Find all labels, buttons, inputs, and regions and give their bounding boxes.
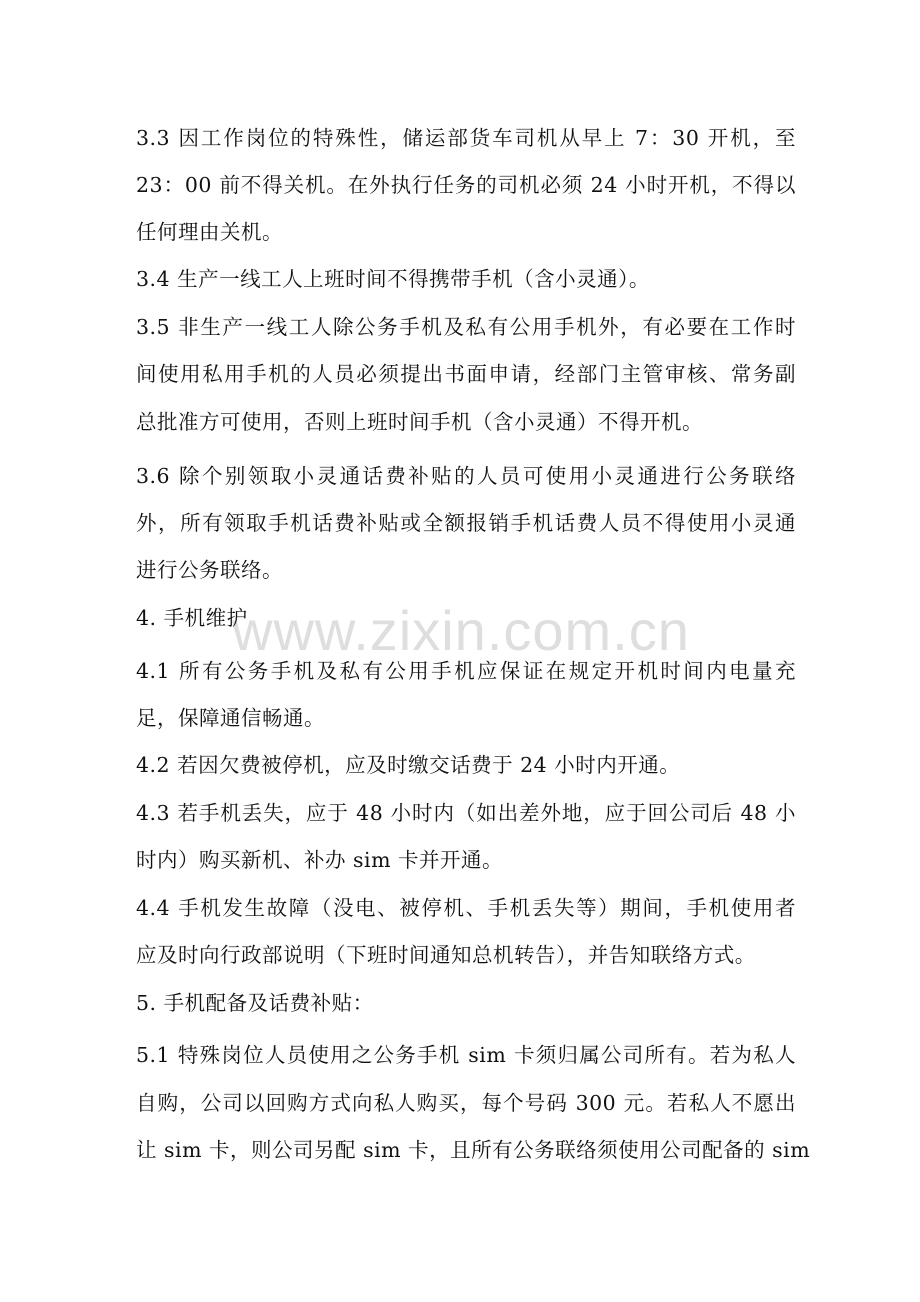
text-line: 自购，公司以回购方式向私人购买，每个号码 300 元。若私人不愿出	[136, 1091, 796, 1115]
section-heading: 5. 手机配备及话费补贴：	[136, 991, 374, 1015]
text-line: 3.3 因工作岗位的特殊性，储运部货车司机从早上 7：30 开机，至	[136, 126, 796, 150]
text-line: 时内）购买新机、补办 sim 卡并开通。	[136, 848, 504, 872]
text-line: 4.1 所有公务手机及私有公用手机应保证在规定开机时间内电量充	[136, 659, 796, 683]
text-line: 23：00 前不得关机。在外执行任务的司机必须 24 小时开机，不得以	[136, 173, 796, 197]
section-heading: 4. 手机维护	[136, 606, 248, 630]
text-line: 3.5 非生产一线工人除公务手机及私有公用手机外，有必要在工作时	[136, 315, 796, 339]
text-line: 3.6 除个别领取小灵通话费补贴的人员可使用小灵通进行公务联络	[136, 464, 796, 488]
text-line: 足，保障通信畅通。	[136, 706, 325, 730]
text-line: 应及时向行政部说明（下班时间通知总机转告），并告知联络方式。	[136, 943, 756, 967]
watermark: www.zixin.com.cn	[232, 599, 690, 662]
text-line: 任何理由关机。	[136, 220, 283, 244]
text-line: 外，所有领取手机话费补贴或全额报销手机话费人员不得使用小灵通	[136, 511, 796, 535]
text-line: 4.4 手机发生故障（没电、被停机、手机丢失等）期间，手机使用者	[136, 896, 796, 920]
text-line: 5.1 特殊岗位人员使用之公务手机 sim 卡须归属公司所有。若为私人	[136, 1043, 796, 1067]
text-line: 4.2 若因欠费被停机，应及时缴交话费于 24 小时内开通。	[136, 753, 681, 777]
text-line: 4.3 若手机丢失，应于 48 小时内（如出差外地，应于回公司后 48 小	[136, 801, 796, 825]
text-line: 让 sim 卡，则公司另配 sim 卡，且所有公务联络须使用公司配备的 sim	[136, 1138, 811, 1162]
text-line: 间使用私用手机的人员必须提出书面申请，经部门主管审核、常务副	[136, 362, 796, 386]
text-line: 进行公务联络。	[136, 558, 283, 582]
text-line: 3.4 生产一线工人上班时间不得携带手机（含小灵通）。	[136, 267, 650, 291]
text-line: 总批准方可使用，否则上班时间手机（含小灵通）不得开机。	[136, 410, 703, 434]
